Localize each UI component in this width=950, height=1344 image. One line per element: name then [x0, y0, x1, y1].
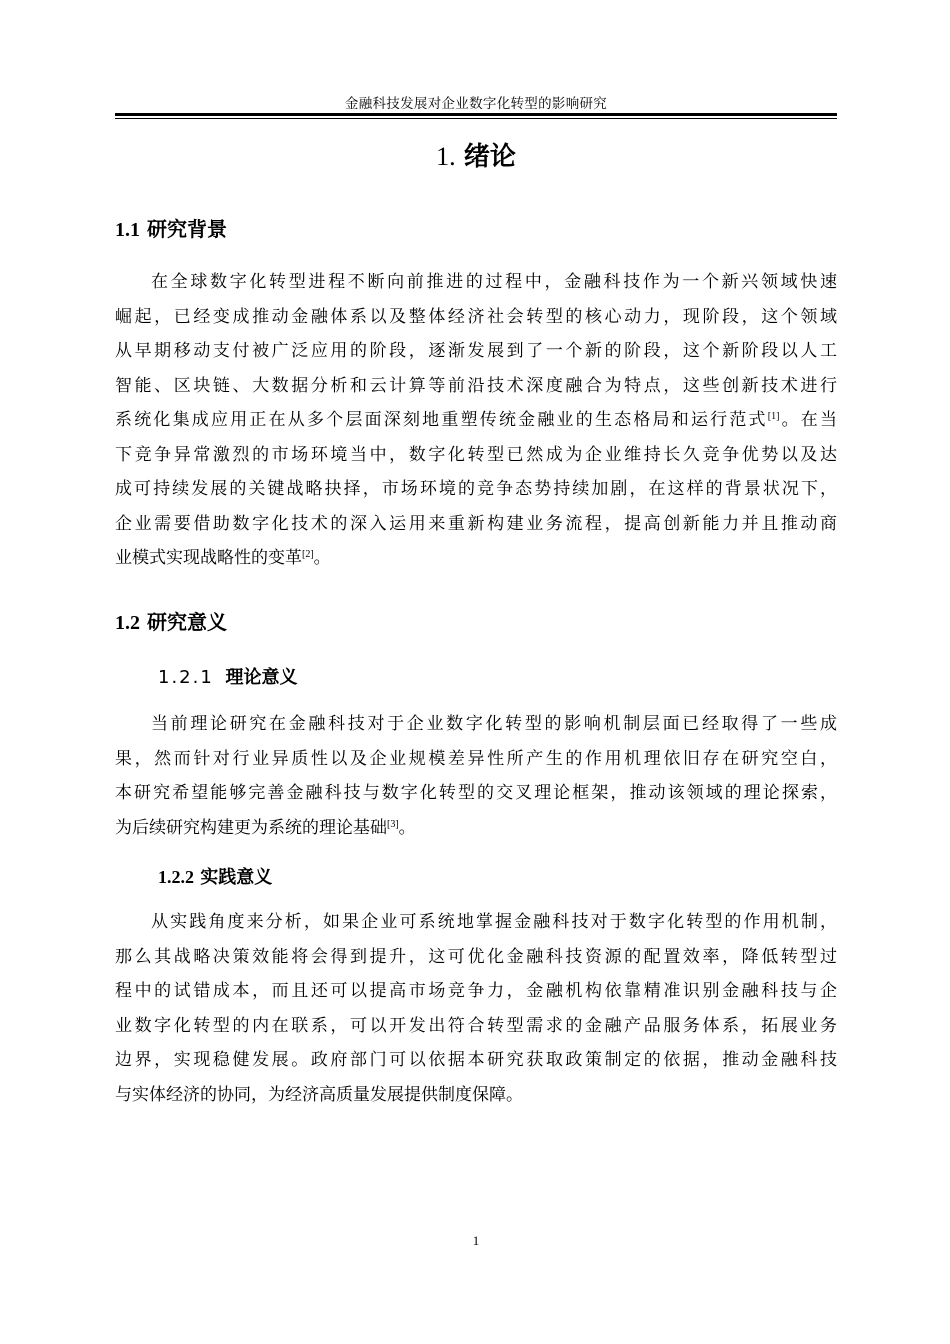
- section-title: 研究背景: [146, 217, 227, 241]
- paragraph-line: [115, 811, 837, 846]
- paragraph-line: 与实体经济的协同，为经济高质量发展提供制度保障。: [115, 1084, 523, 1105]
- line-tail: 。: [313, 548, 331, 568]
- paragraph-line: 当前理论研究在金融科技对于企业数字化转型的影响机制层面已经取得了一些成: [151, 714, 837, 734]
- page-number: 1: [472, 1233, 480, 1248]
- paragraph-line: 从早期移动支付被广泛应用的阶段，逐渐发展到了一个新的阶段，这个新阶段以人工: [115, 341, 837, 361]
- line-text: 系统化集成应用正在从多个层面深刻地重塑传统金融业的生态格局和运行范式: [115, 410, 768, 430]
- paragraph-line: 果，然而针对行业异质性以及企业规模差异性所产生的作用机理依旧存在研究空白，: [115, 748, 837, 769]
- citation-2: [2]: [302, 549, 314, 560]
- paragraph-line: 程中的试错成本，而且还可以提高市场竞争力，金融机构依靠精准识别金融科技与企: [115, 981, 837, 1001]
- paragraph-research-background: [115, 265, 837, 576]
- citation-1: [1]: [767, 411, 780, 422]
- subsection-title: 实践意义: [200, 867, 273, 888]
- paragraph-line: 企业需要借助数字化技术的深入运用来重新构建业务流程，提高创新能力并且推动商: [115, 513, 837, 534]
- paragraph-line: 成可持续发展的关键战略抉择，市场环境的竞争态势持续加剧，在这样的背景状况下，: [115, 479, 837, 499]
- paragraph-theoretical-significance: [115, 707, 837, 845]
- paragraph-line: [115, 403, 837, 438]
- subsection-number: 1.2.2: [158, 867, 194, 887]
- subsection-number: 1.2.1: [158, 667, 214, 688]
- paragraph-line: 业数字化转型的内在联系，可以开发出符合转型需求的金融产品服务体系，拓展业务: [115, 1015, 837, 1036]
- chapter-number: 1.: [436, 142, 456, 171]
- running-header: 金融科技发展对企业数字化转型的影响研究: [344, 96, 608, 112]
- chapter-title-text: 绪论: [463, 142, 516, 172]
- section-heading-1-1: [115, 213, 227, 242]
- paragraph-practical-significance: [115, 905, 837, 1112]
- paragraph-line: 智能、区块链、大数据分析和云计算等前沿技术深度融合为特点，这些创新技术进行: [115, 375, 837, 396]
- paragraph-line: 本研究希望能够完善金融科技与数字化转型的交叉理论框架，推动该领域的理论探索，: [115, 783, 837, 803]
- paragraph-line: 从实践角度来分析，如果企业可系统地掌握金融科技对于数字化转型的作用机制，: [151, 912, 837, 932]
- line-text: 为后续研究构建更为系统的理论基础: [115, 817, 387, 838]
- paragraph-line: 那么其战略决策效能将会得到提升，这可优化金融科技资源的配置效率，降低转型过: [115, 946, 837, 967]
- paragraph-line: 边界，实现稳健发展。政府部门可以依据本研究获取政策制定的依据，推动金融科技: [115, 1050, 837, 1070]
- section-title: 研究意义: [146, 610, 227, 634]
- subsection-title: 理论意义: [225, 667, 298, 688]
- section-number: 1.2: [115, 612, 140, 634]
- chapter-title: [115, 136, 837, 173]
- paragraph-line: 在全球数字化转型进程不断向前推进的过程中，金融科技作为一个新兴领域快速: [151, 272, 837, 292]
- paragraph-line: 崛起，已经变成推动金融体系以及整体经济社会转型的核心动力，现阶段，这个领域: [115, 306, 837, 327]
- section-number: 1.1: [115, 219, 140, 241]
- paragraph-line: 下竞争异常激烈的市场环境当中，数字化转型已然成为企业维持长久竞争优势以及达: [115, 444, 837, 465]
- citation-3: [3]: [387, 818, 399, 830]
- line-tail: 。在当: [779, 410, 838, 430]
- header-rule-thick: [115, 113, 837, 116]
- subsection-heading-1-2-1: [158, 663, 298, 689]
- line-tail: 。: [398, 817, 416, 838]
- section-heading-1-2: [115, 606, 227, 635]
- header-rule-thin: [115, 118, 837, 119]
- subsection-heading-1-2-2: [158, 863, 272, 889]
- paragraph-line: [115, 541, 837, 576]
- line-text: 业模式实现战略性的变革: [115, 548, 302, 568]
